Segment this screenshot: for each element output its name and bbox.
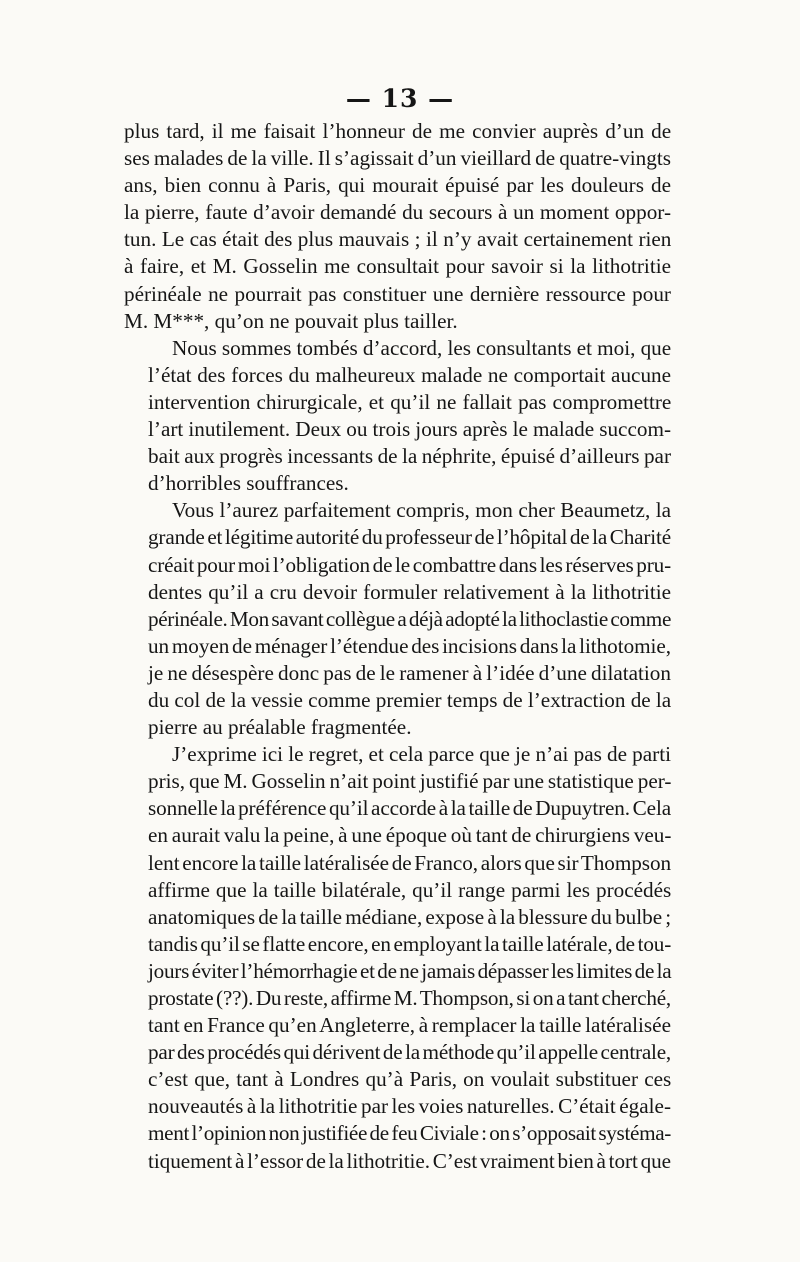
text-line: Nous sommes tombés d’accord, les consultants et moi, que xyxy=(172,335,672,360)
text-line: lent encore la taille latéralisée de Franco, alors que sir Thompson xyxy=(148,850,672,875)
text-line: un moyen de ménager l’étendue des incisions dans la lithotomie, xyxy=(148,633,671,658)
text-line: tiquement à l’essor de la lithotritie. C’est vraiment bien à tort que xyxy=(148,1148,671,1173)
text-line: en aurait valu la peine, à une époque où tant de chirurgiens veu- xyxy=(148,823,672,848)
text-line: créait pour moi l’obligation de le combattre dans les réserves pru- xyxy=(148,552,671,577)
text-line: tandis qu’il se flatte encore, en employant la taille latérale, de tou- xyxy=(148,931,672,956)
text-line: c’est que, tant à Londres qu’à Paris, on voulait substituer ces xyxy=(148,1067,672,1092)
text-line: J’exprime ici le regret, et cela parce que je n’ai pas de parti xyxy=(172,742,671,767)
text-line: sonnelle la préférence qu’il accorde à la taille de Dupuytren. Cela xyxy=(148,796,671,821)
text-line: ses malades de la ville. Il s’agissait d’un vieillard de quatre-vingts xyxy=(124,146,671,171)
text-line: du col de la vessie comme premier temps de l’extraction de la xyxy=(148,687,672,712)
text-line: pierre au préalable fragmentée. xyxy=(148,715,412,740)
text-line: plus tard, il me faisait l’honneur de me convier auprès d’un de xyxy=(124,119,672,143)
text-line: anatomiques de la taille médiane, expose à la blessure du bulbe ; xyxy=(148,904,672,929)
text-line: périnéale. Mon savant collègue a déjà adopté la lithoclastie comme xyxy=(148,606,671,631)
text-line: pris, que M. Gosselin n’ait point justifié par une statistique per- xyxy=(148,769,672,794)
text-line: dentes qu’il a cru devoir formuler relativement à la lithotritie xyxy=(148,579,671,604)
page-number: — 13 — xyxy=(345,84,455,113)
text-line: jours éviter l’hémorrhagie et de ne jamais dépasser les limites de la xyxy=(148,958,672,983)
paragraph-1 xyxy=(124,118,671,335)
text-line: ans, bien connu à Paris, qui mourait épuisé par les douleurs de xyxy=(124,173,671,198)
text-line: à faire, et M. Gosselin me consultait pour savoir si la lithotritie xyxy=(124,254,671,279)
text-line: ment l’opinion non justifiée de feu Civiale : on s’opposait systéma- xyxy=(148,1121,671,1146)
text-line: nouveautés à la lithotritie par les voies naturelles. C’était égale- xyxy=(148,1094,671,1119)
text-line: la pierre, faute d’avoir demandé du secours à un moment oppor- xyxy=(124,200,671,225)
paragraph-2 xyxy=(124,335,671,498)
text-line: bait aux progrès incessants de la néphrite, épuisé d’ailleurs par xyxy=(148,444,671,469)
paragraph-4 xyxy=(124,741,671,1175)
text-line: Vous l’aurez parfaitement compris, mon cher Beaumetz, la xyxy=(172,498,671,523)
text-line: l’état des forces du malheureux malade ne comportait aucune xyxy=(148,362,672,387)
text-line: tant en France qu’en Angleterre, à remplacer la taille latéralisée xyxy=(148,1013,671,1038)
text-line: par des procédés qui dérivent de la méthode qu’il appelle centrale, xyxy=(148,1040,671,1065)
text-line: tun. Le cas était des plus mauvais ; il n’y avait certainement rien xyxy=(124,227,672,252)
paragraph-3 xyxy=(124,497,671,741)
text-line: je ne désespère donc pas de le ramener à l’idée d’une dilatation xyxy=(148,660,671,685)
text-line: d’horribles souffrances. xyxy=(148,471,349,496)
text-line: prostate (??). Du reste, affirme M. Thompson, si on a tant cherché, xyxy=(148,986,671,1010)
text-line: affirme que la taille bilatérale, qu’il range parmi les procédés xyxy=(148,877,672,902)
text-line: l’art inutilement. Deux ou trois jours après le malade succom- xyxy=(148,417,671,442)
text-line: M. M***, qu’on ne pouvait plus tailler. xyxy=(124,308,458,333)
body-text xyxy=(124,118,671,1175)
text-line: grande et légitime autorité du professeur de l’hôpital de la Charité xyxy=(148,525,671,550)
text-line: périnéale ne pourrait pas constituer une dernière ressource pour xyxy=(124,281,671,306)
text-line: intervention chirurgicale, et qu’il ne fallait pas compromettre xyxy=(148,389,672,414)
